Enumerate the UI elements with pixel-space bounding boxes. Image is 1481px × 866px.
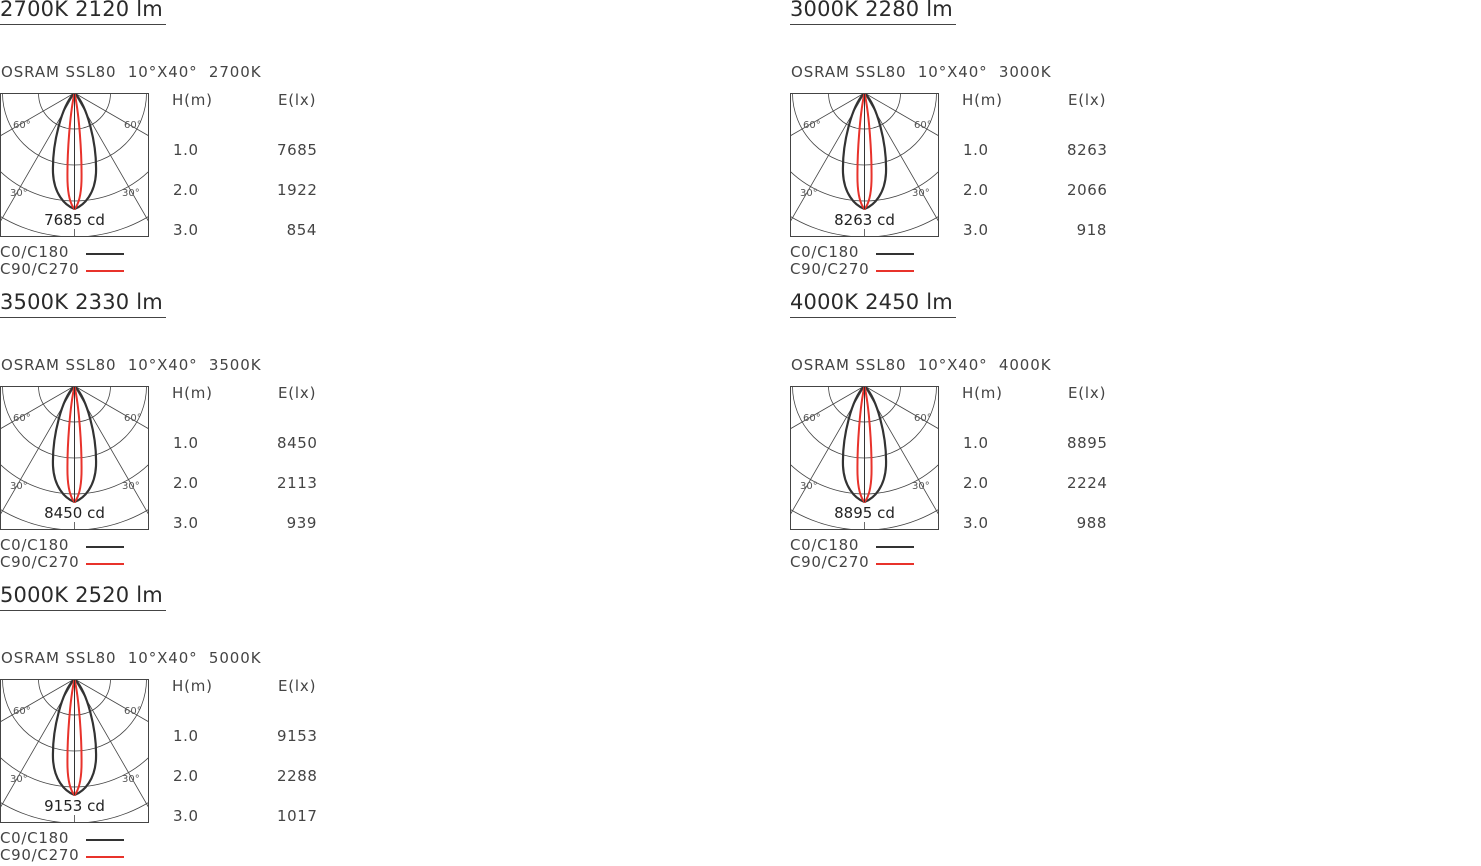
- height-column-header: H(m): [172, 677, 213, 695]
- height-value: 2.0: [963, 181, 989, 199]
- angle-label: 30°: [10, 188, 28, 199]
- block-title: 3500K 2330 lm: [0, 290, 163, 314]
- illuminance-value: 7685: [277, 141, 318, 159]
- angle-label: 30°: [912, 188, 930, 199]
- legend-swatch-c0: [876, 546, 914, 548]
- height-value: 3.0: [173, 514, 199, 532]
- angle-label: 30°: [10, 774, 28, 785]
- illuminance-value: 1922: [277, 181, 318, 199]
- legend-label-c90: C90/C270: [790, 553, 870, 571]
- height-value: 2.0: [173, 767, 199, 785]
- peak-intensity-label: 8263 cd: [834, 211, 895, 229]
- illuminance-value: 2224: [1067, 474, 1108, 492]
- angle-label: 30°: [122, 774, 140, 785]
- model-label: OSRAM SSL80 10°X40° 5000K: [1, 649, 262, 667]
- polar-diagram: [0, 679, 149, 823]
- height-value: 3.0: [173, 221, 199, 239]
- height-value: 1.0: [963, 434, 989, 452]
- angle-label: 60°: [914, 120, 932, 131]
- angle-label: 60°: [13, 413, 31, 424]
- legend-swatch-c90: [86, 270, 124, 272]
- height-value: 1.0: [963, 141, 989, 159]
- angle-label: 30°: [122, 481, 140, 492]
- illuminance-column-header: E(lx): [278, 384, 317, 402]
- illuminance-value: 939: [286, 514, 317, 532]
- illuminance-column-header: E(lx): [278, 677, 317, 695]
- legend-swatch-c0: [876, 253, 914, 255]
- height-column-header: H(m): [172, 384, 213, 402]
- legend-swatch-c90: [876, 563, 914, 565]
- illuminance-value: 854: [286, 221, 317, 239]
- legend-swatch-c90: [876, 270, 914, 272]
- height-column-header: H(m): [172, 91, 213, 109]
- peak-intensity-label: 8895 cd: [834, 504, 895, 522]
- model-label: OSRAM SSL80 10°X40° 4000K: [791, 356, 1052, 374]
- peak-intensity-label: 7685 cd: [44, 211, 105, 229]
- illuminance-value: 8263: [1067, 141, 1108, 159]
- height-value: 2.0: [173, 181, 199, 199]
- angle-label: 60°: [124, 706, 142, 717]
- angle-label: 60°: [803, 413, 821, 424]
- illuminance-value: 988: [1076, 514, 1107, 532]
- legend-label-c90: C90/C270: [790, 260, 870, 278]
- height-value: 2.0: [963, 474, 989, 492]
- photometric-block-3000k: [790, 0, 1130, 280]
- angle-label: 60°: [13, 120, 31, 131]
- legend-label-c90: C90/C270: [0, 260, 80, 278]
- block-title: 4000K 2450 lm: [790, 290, 953, 314]
- polar-diagram: [790, 386, 939, 530]
- height-value: 3.0: [963, 221, 989, 239]
- legend-label-c0: C0/C180: [0, 536, 70, 554]
- block-title: 5000K 2520 lm: [0, 583, 163, 607]
- block-title: 2700K 2120 lm: [0, 0, 163, 21]
- title-underline: [0, 317, 166, 318]
- angle-label: 60°: [803, 120, 821, 131]
- angle-label: 60°: [914, 413, 932, 424]
- angle-label: 30°: [800, 188, 818, 199]
- legend-label-c0: C0/C180: [790, 536, 860, 554]
- height-value: 2.0: [173, 474, 199, 492]
- illuminance-value: 2288: [277, 767, 318, 785]
- block-title: 3000K 2280 lm: [790, 0, 953, 21]
- height-value: 3.0: [963, 514, 989, 532]
- legend-swatch-c0: [86, 546, 124, 548]
- height-value: 1.0: [173, 434, 199, 452]
- illuminance-value: 2066: [1067, 181, 1108, 199]
- height-column-header: H(m): [962, 384, 1003, 402]
- title-underline: [0, 610, 166, 611]
- legend-label-c0: C0/C180: [0, 243, 70, 261]
- angle-label: 30°: [122, 188, 140, 199]
- illuminance-value: 918: [1076, 221, 1107, 239]
- illuminance-column-header: E(lx): [1068, 384, 1107, 402]
- legend-swatch-c90: [86, 856, 124, 858]
- illuminance-column-header: E(lx): [278, 91, 317, 109]
- height-column-header: H(m): [962, 91, 1003, 109]
- illuminance-value: 1017: [277, 807, 318, 825]
- legend-label-c90: C90/C270: [0, 553, 80, 571]
- polar-diagram: [0, 93, 149, 237]
- model-label: OSRAM SSL80 10°X40° 2700K: [1, 63, 262, 81]
- peak-intensity-label: 9153 cd: [44, 797, 105, 815]
- legend-label-c0: C0/C180: [790, 243, 860, 261]
- legend-swatch-c90: [86, 563, 124, 565]
- title-underline: [790, 24, 956, 25]
- height-value: 1.0: [173, 141, 199, 159]
- angle-label: 60°: [124, 413, 142, 424]
- illuminance-value: 9153: [277, 727, 318, 745]
- title-underline: [0, 24, 166, 25]
- model-label: OSRAM SSL80 10°X40° 3000K: [791, 63, 1052, 81]
- angle-label: 30°: [800, 481, 818, 492]
- polar-diagram: [790, 93, 939, 237]
- height-value: 3.0: [173, 807, 199, 825]
- photometric-block-4000k: [790, 290, 1130, 573]
- angle-label: 60°: [124, 120, 142, 131]
- legend-label-c0: C0/C180: [0, 829, 70, 847]
- angle-label: 30°: [10, 481, 28, 492]
- angle-label: 30°: [912, 481, 930, 492]
- illuminance-column-header: E(lx): [1068, 91, 1107, 109]
- illuminance-value: 2113: [277, 474, 318, 492]
- photometric-block-5000k: [0, 583, 340, 866]
- legend-swatch-c0: [86, 839, 124, 841]
- illuminance-value: 8450: [277, 434, 318, 452]
- legend-label-c90: C90/C270: [0, 846, 80, 864]
- photometric-block-2700k: [0, 0, 340, 280]
- angle-label: 60°: [13, 706, 31, 717]
- title-underline: [790, 317, 956, 318]
- model-label: OSRAM SSL80 10°X40° 3500K: [1, 356, 262, 374]
- polar-diagram: [0, 386, 149, 530]
- legend-swatch-c0: [86, 253, 124, 255]
- illuminance-value: 8895: [1067, 434, 1108, 452]
- photometric-block-3500k: [0, 290, 340, 573]
- peak-intensity-label: 8450 cd: [44, 504, 105, 522]
- height-value: 1.0: [173, 727, 199, 745]
